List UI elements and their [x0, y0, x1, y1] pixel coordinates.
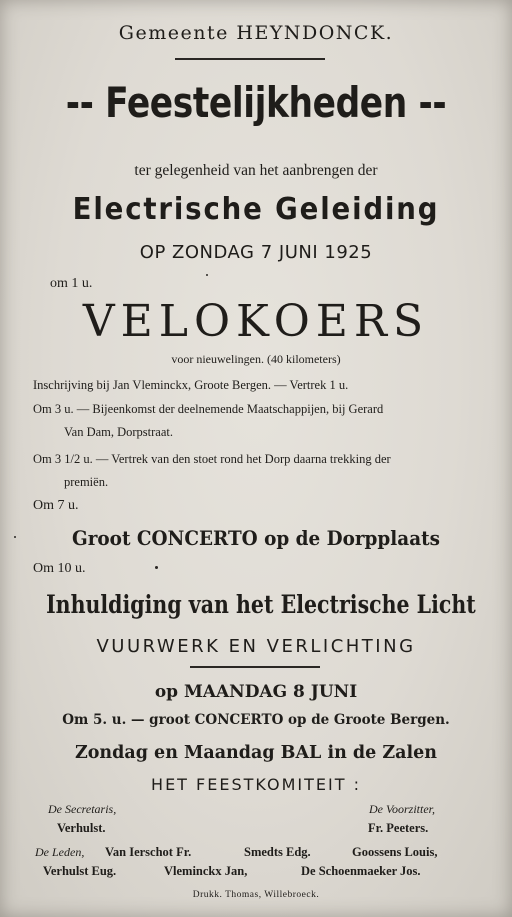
program-item-3half-line2: premiën. — [64, 475, 109, 489]
municipality-heading: Gemeente HEYNDONCK. — [118, 22, 394, 44]
race-subtitle: voor nieuwelingen. (40 kilometers) — [171, 352, 341, 366]
divider-top — [175, 58, 325, 60]
member-name: De Schoenmaeker Jos. — [301, 864, 421, 878]
poster-title: -- Feestelijkheden -- — [65, 78, 447, 127]
secretary-role: De Secretaris, — [48, 802, 117, 816]
committee-heading: HET FEESTKOMITEIT : — [151, 775, 361, 794]
chairman-role: De Voorzitter, — [369, 802, 435, 816]
members-role: De Leden, — [35, 845, 85, 859]
time-10: Om 10 u. — [33, 561, 86, 576]
secretary-name: Verhulst. — [57, 821, 106, 835]
program-item-3half-line1: Om 3 1/2 u. — Vertrek van den stoet rond het Dorp daarna trekking der — [33, 452, 391, 466]
member-name: Vleminckx Jan, — [164, 864, 248, 878]
subject-heading: Electrische Geleiding — [72, 192, 440, 227]
fireworks-heading: VUURWERK EN VERLICHTING — [96, 636, 416, 657]
race-time: om 1 u. — [50, 276, 93, 291]
event-date: OP ZONDAG 7 JUNI 1925 — [139, 242, 373, 263]
divider-mid — [190, 666, 320, 668]
race-title: VELOKOERS — [82, 296, 430, 347]
registration-text: Inschrijving bij Jan Vleminckx, Groote Bergen. — Vertrek 1 u. — [33, 378, 349, 392]
time-7: Om 7 u. — [33, 498, 79, 513]
concert-heading: Groot CONCERTO op de Dorpplaats — [72, 526, 440, 550]
printer-credit: Drukk. Thomas, Willebroeck. — [192, 890, 320, 900]
monday-heading: op MAANDAG 8 JUNI — [154, 682, 358, 702]
chairman-name: Fr. Peeters. — [368, 821, 429, 835]
inauguration-heading: Inhuldiging van het Electrische Licht — [46, 590, 476, 619]
ink-speck — [206, 274, 208, 276]
program-item-3-line1: Om 3 u. — Bijeenkomst der deelnemende Maatschappijen, bij Gerard — [33, 402, 384, 416]
member-name: Smedts Edg. — [244, 845, 311, 859]
occasion-text: ter gelegenheid van het aanbrengen der — [134, 162, 378, 179]
ball-heading: Zondag en Maandag BAL in de Zalen — [74, 743, 437, 763]
ink-speck — [14, 536, 16, 538]
monday-concert: Om 5. u. — groot CONCERTO op de Groote Bergen. — [62, 712, 450, 728]
ink-speck — [155, 566, 158, 569]
member-name: Verhulst Eug. — [43, 864, 117, 878]
member-name: Van Ierschot Fr. — [105, 845, 192, 859]
program-item-3-line2: Van Dam, Dorpstraat. — [64, 425, 173, 439]
member-name: Goossens Louis, — [352, 845, 438, 859]
